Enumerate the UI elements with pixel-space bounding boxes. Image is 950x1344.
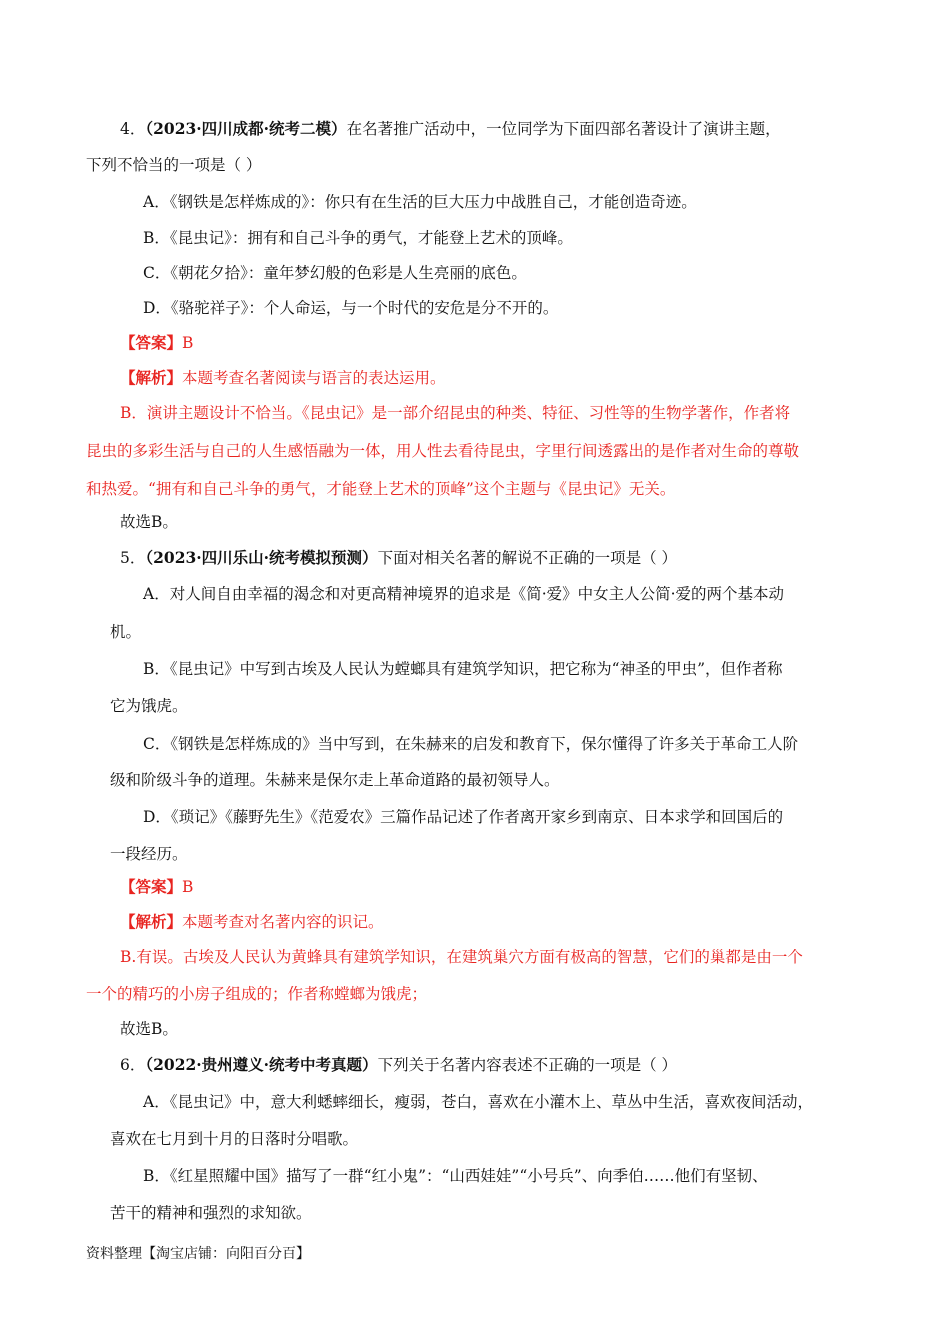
q5-analysis: [120, 912, 384, 932]
q5-source: （2023·四川乐山·统考模拟预测）: [145, 548, 378, 567]
q5-choose: 故选B。: [120, 1020, 178, 1038]
q4-analysis-text: 本题考查名著阅读与语言的表达运用。: [182, 369, 446, 387]
q4-choose: 故选B。: [120, 513, 178, 531]
q5-option-c-line-2: 级和阶级斗争的道理。朱赫来是保尔走上革命道路的最初领导人。: [110, 771, 560, 789]
q6-option-a-line-2: 喜欢在七月到十月的日落时分唱歌。: [110, 1130, 359, 1148]
q4-stem-line-1: [120, 119, 781, 139]
q4-answer-label: 【答案】: [120, 333, 183, 352]
q4-analysis-label: 【解析】: [120, 368, 183, 387]
q5-explain-line-1: B.有误。古埃及人民认为黄蜂具有建筑学知识，在建筑巢穴方面有极高的智慧，它们的巢都是由一个: [120, 948, 803, 966]
q5-explain-line-2: 一个的精巧的小房子组成的；作者称螳螂为饿虎；: [86, 985, 428, 1003]
q4-answer-value: B: [182, 334, 194, 352]
q5-stem: 下面对相关名著的解说不正确的一项是（ ）: [377, 549, 677, 567]
q5-answer: [120, 877, 193, 897]
q4-option-b: B．《昆虫记》：拥有和自己斗争的勇气，才能登上艺术的顶峰。: [143, 229, 573, 247]
q5-answer-value: B: [182, 878, 194, 896]
q4-stem: 在名著推广活动中，一位同学为下面四部名著设计了演讲主题，: [346, 120, 781, 138]
q5-analysis-label: 【解析】: [120, 912, 183, 931]
q4-explain-line-1: B．演讲主题设计不恰当。《昆虫记》是一部介绍昆虫的种类、特征、习性等的生物学著作，作者将: [120, 404, 791, 422]
q4-option-c: C．《朝花夕拾》：童年梦幻般的色彩是人生亮丽的底色。: [143, 264, 527, 282]
q5-option-c-line-1: C．《钢铁是怎样炼成的》当中写到，在朱赫来的启发和教育下，保尔懂得了许多关于革命工人阶: [143, 735, 799, 753]
q6-number: 6．: [120, 1056, 146, 1074]
q5-stem-line: [120, 548, 677, 568]
q6-option-b-line-2: 苦干的精神和强烈的求知欲。: [110, 1204, 312, 1222]
q5-option-d-line-2: 一段经历。: [110, 845, 188, 863]
q4-answer: [120, 333, 193, 353]
page-footer: 资料整理【淘宝店铺：向阳百分百】: [86, 1246, 310, 1262]
q6-source: （2022·贵州遵义·统考中考真题）: [145, 1055, 378, 1074]
q6-stem: 下列关于名著内容表述不正确的一项是（ ）: [377, 1056, 677, 1074]
q4-stem-line-2: 下列不恰当的一项是（ ）: [86, 156, 262, 174]
q4-explain-line-2: 昆虫的多彩生活与自己的人生感悟融为一体，用人性去看待昆虫，字里行间透露出的是作者对生命的尊敬: [86, 442, 800, 460]
q6-option-b-line-1: B．《红星照耀中国》描写了一群“红小鬼”：“山西娃娃”“小号兵”、向季伯……他们有坚韧、: [143, 1167, 768, 1185]
q4-number: 4．: [120, 120, 146, 138]
q4-source: （2023·四川成都·统考二模）: [145, 119, 347, 138]
q5-option-b-line-2: 它为饿虎。: [110, 697, 188, 715]
q5-analysis-text: 本题考查对名著内容的识记。: [182, 913, 384, 931]
q4-option-a: A．《钢铁是怎样炼成的》：你只有在生活的巨大压力中战胜自己，才能创造奇迹。: [143, 193, 697, 211]
q4-option-d: D．《骆驼祥子》：个人命运，与一个时代的安危是分不开的。: [143, 299, 559, 317]
q5-option-b-line-1: B．《昆虫记》中写到古埃及人民认为螳螂具有建筑学知识，把它称为“神圣的甲虫”，但作者称: [143, 660, 783, 678]
q6-stem-line: [120, 1055, 677, 1075]
q5-answer-label: 【答案】: [120, 877, 183, 896]
q6-option-a-line-1: A．《昆虫记》中，意大利蟋蟀细长，瘦弱，苍白，喜欢在小灌木上、草丛中生活，喜欢夜间活动，: [143, 1093, 813, 1111]
q5-option-a-line-1: A．对人间自由幸福的渴念和对更高精神境界的追求是《简·爱》中女主人公简·爱的两个基本动: [143, 585, 785, 603]
q5-option-d-line-1: D．《琐记》《藤野先生》《范爱农》三篇作品记述了作者离开家乡到南京、日本求学和回国后的: [143, 808, 784, 826]
q4-analysis: [120, 368, 446, 388]
q5-option-a-line-2: 机。: [110, 623, 142, 641]
q5-number: 5．: [120, 549, 146, 567]
q4-explain-line-3: 和热爱。“拥有和自己斗争的勇气，才能登上艺术的顶峰”这个主题与《昆虫记》无关。: [86, 480, 676, 498]
